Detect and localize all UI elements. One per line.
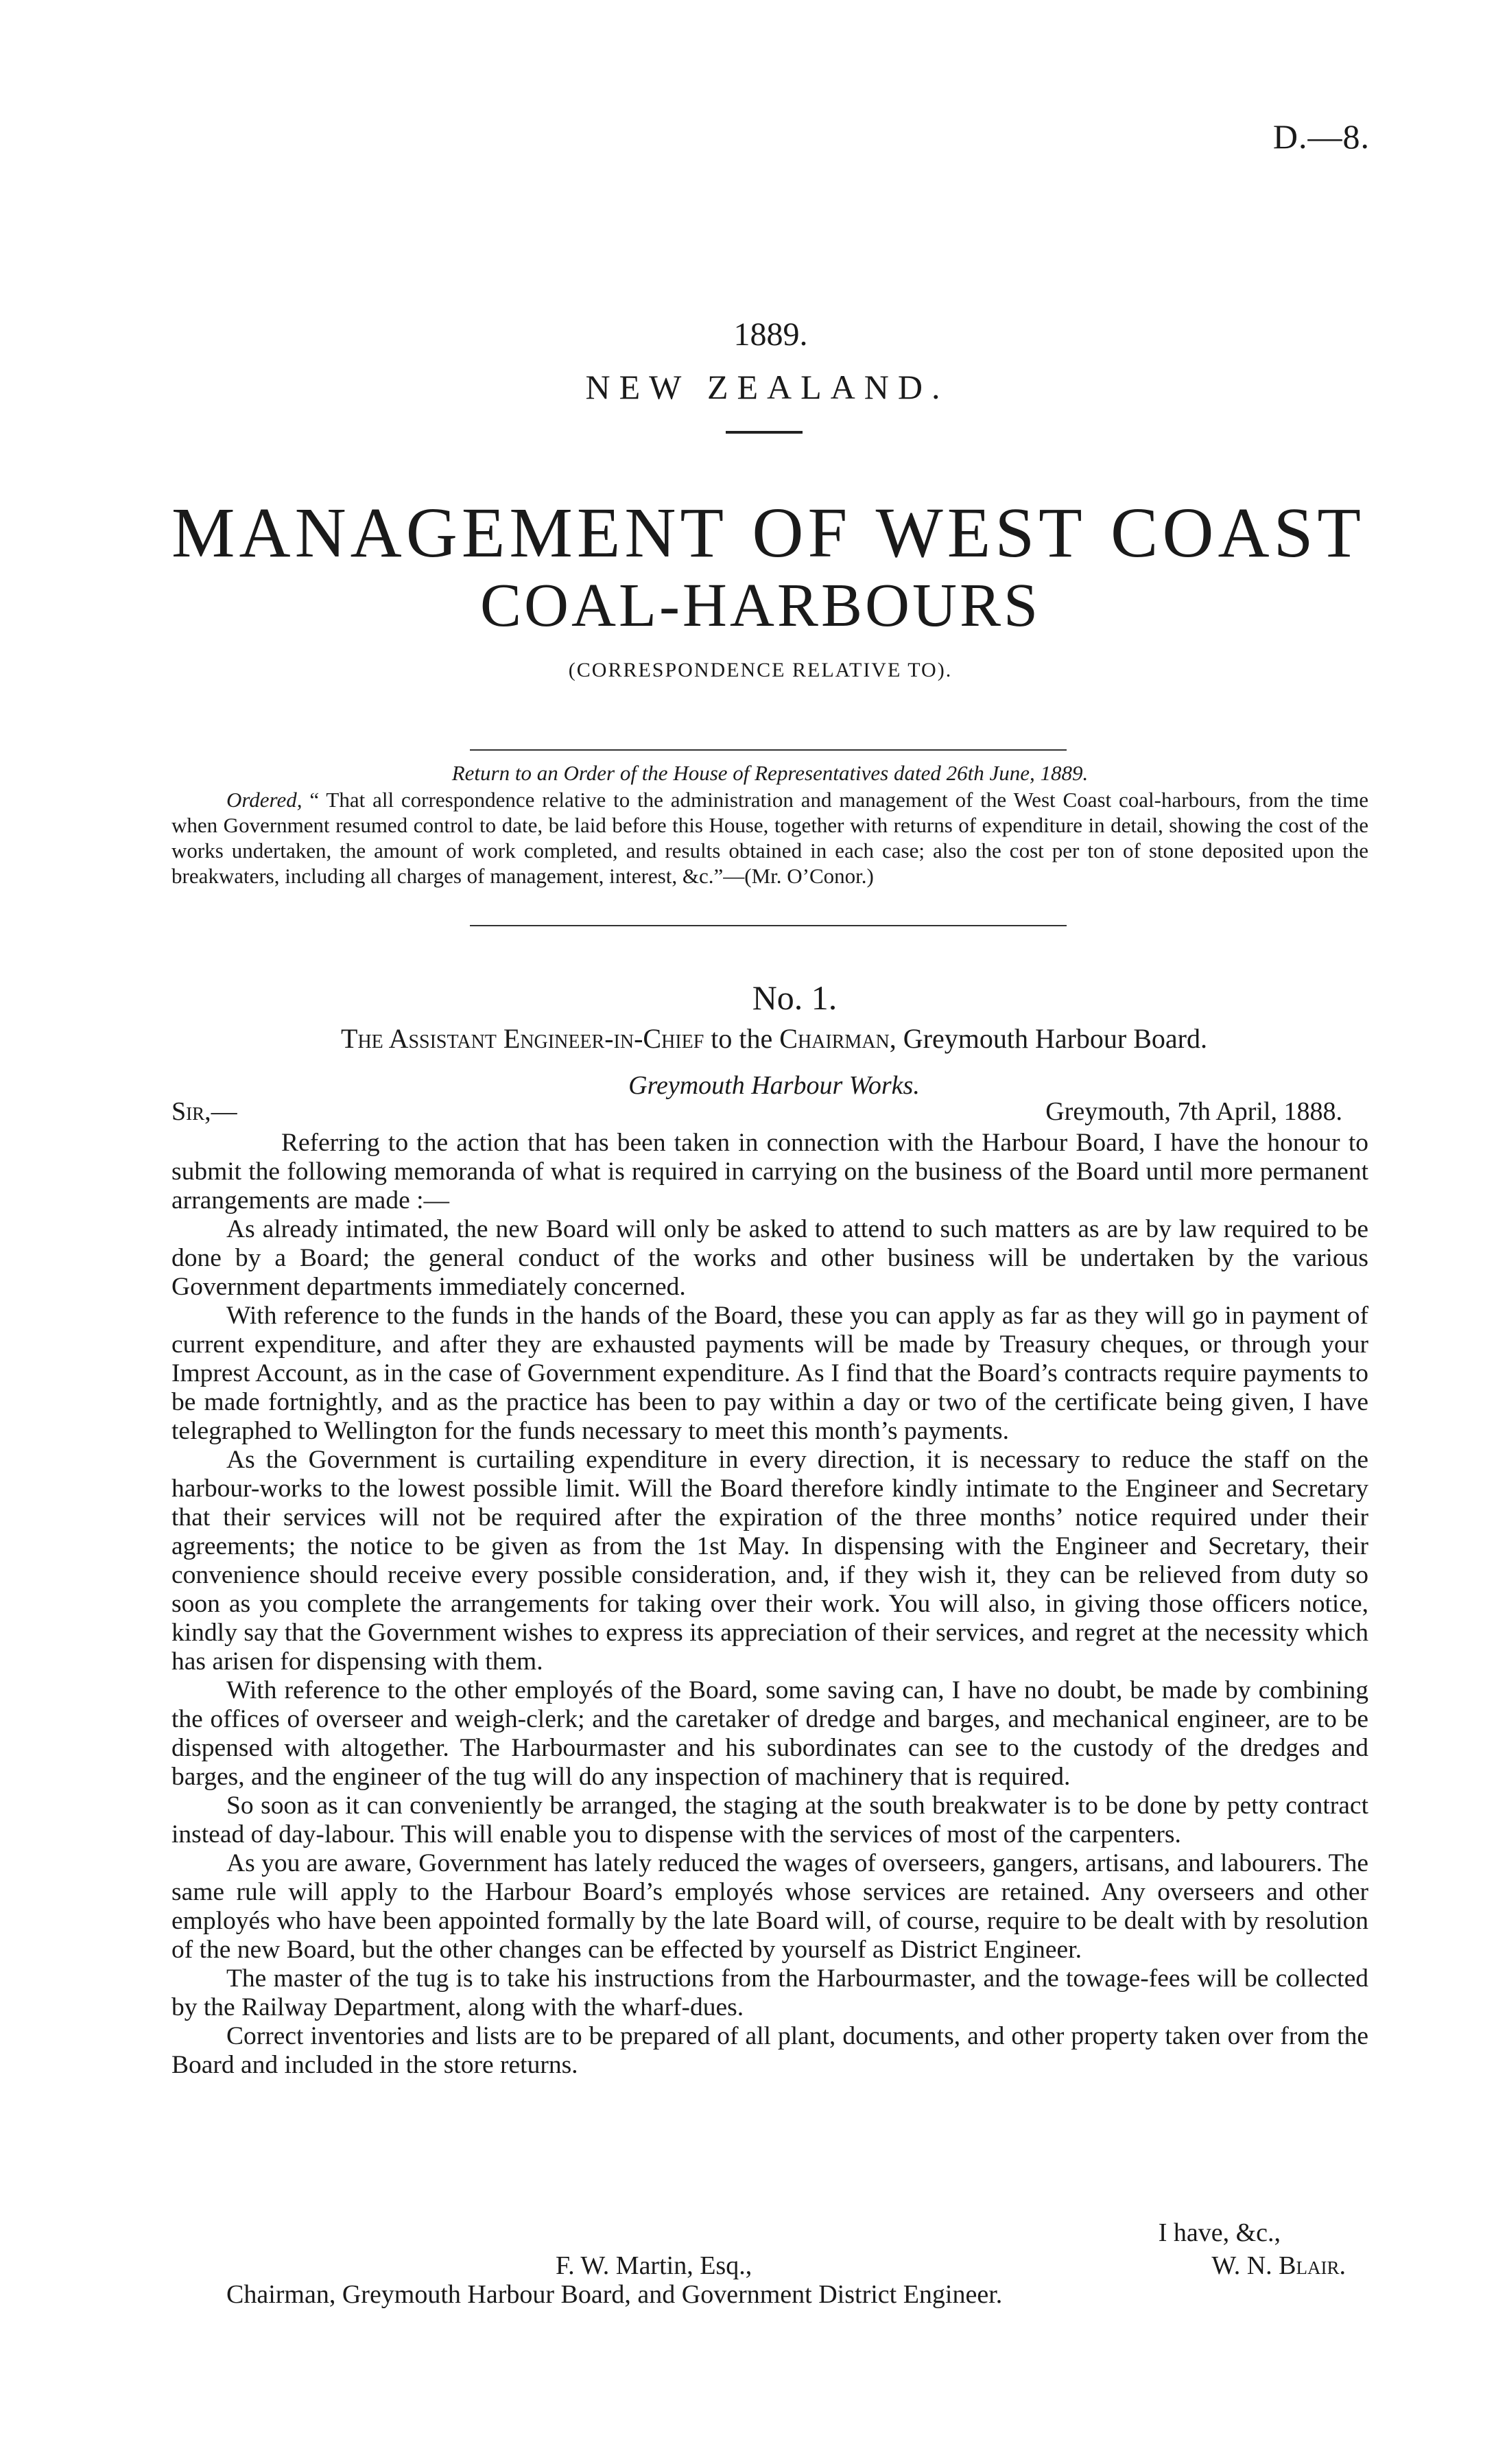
title-word: COAST xyxy=(1111,493,1365,572)
signatory: W. N. Blair. xyxy=(1211,2251,1346,2280)
order-heading: Return to an Order of the House of Representatives dated 26th June, 1889. xyxy=(451,761,1089,785)
salutation: Sir,— xyxy=(171,1097,237,1126)
addressee: F. W. Martin, Esq., xyxy=(556,2251,752,2280)
routing-connector: to the xyxy=(704,1023,780,1054)
routing-to: Chairman xyxy=(779,1023,890,1054)
date-line: Greymouth, 7th April, 1888. xyxy=(1045,1097,1342,1126)
divider-rule xyxy=(470,925,1067,926)
order-body: “ That all correspondence relative to the administration and management of the West Coast coal-harbours, from the time when Government resumed control to date, be laid before this House, together with returns of expenditure in detail, showing the cost of the works undertaken, the amount of work completed, and results obtained in each case; also the cost per ton of stone deposited upon the breakwaters, including all charges of management, interest, &c.”—(Mr. O’Conor.) xyxy=(171,788,1368,888)
order-block xyxy=(171,760,1368,889)
country-heading: NEW ZEALAND. xyxy=(585,368,949,406)
routing-rest: , Greymouth Harbour Board. xyxy=(889,1023,1207,1054)
letter-routing xyxy=(0,1022,1507,1055)
letter-paragraph: As the Government is curtailing expenditure in every direction, it is necessary to reduce the staff on the harbour-works to the lowest possible limit. Will the Board therefore kindly intimate to the Engineer and Secretary that their services will not be required after the expiration of the three months’ notice required under their agreements; the notice to be given as from the 1st May. In dispensing with the Engineer and Secretary, their convenience should receive every possible consideration, and, if they wish it, they can be relieved from duty so soon as you complete the arrangements for taking over their work. You will also, in giving those officers notice, kindly say that the Government wishes to express its appreciation of their services, and regret at the necessity which has arisen for dispensing with them. xyxy=(171,1446,1368,1676)
letter-paragraph: The master of the tug is to take his instructions from the Harbourmaster, and the towage-fees will be collected by the Railway Department, along with the wharf-dues. xyxy=(171,1964,1368,2021)
subtitle: (CORRESPONDENCE RELATIVE TO). xyxy=(568,659,953,681)
addressee-title: Chairman, Greymouth Harbour Board, and Government District Engineer. xyxy=(226,2280,1003,2309)
letter-number: No. 1. xyxy=(752,978,838,1017)
place-heading: Greymouth Harbour Works. xyxy=(628,1071,920,1100)
letter-paragraph: Referring to the action that has been taken in connection with the Harbour Board, I have the honour to submit the following memoranda of what is required in carrying on the business of the Board until more permanent arrangements are made :— xyxy=(171,1129,1368,1215)
letter-paragraph: Correct inventories and lists are to be prepared of all plant, documents, and other property taken over from the Board and included in the store returns. xyxy=(171,2022,1368,2079)
title-word: WEST xyxy=(875,493,1087,572)
closing: I have, &c., xyxy=(1158,2218,1281,2247)
letter-paragraph: As already intimated, the new Board will only be asked to attend to such matters as are by law required to be done by a Board; the general conduct of the works and other business will be undertaken by the various Government departments immediately concerned. xyxy=(171,1215,1368,1301)
order-text xyxy=(171,787,1368,889)
divider-rule xyxy=(470,749,1067,751)
year: 1889. xyxy=(733,316,808,353)
title-line-1 xyxy=(171,493,1365,572)
title-word: OF xyxy=(752,493,852,572)
order-lead: Ordered, xyxy=(226,788,302,812)
letter-paragraph: With reference to the other employés of the Board, some saving can, I have no doubt, be made by combining the offices of overseer and weigh-clerk; and the caretaker of dredge and barges, and mechanical engineer, are to be dispensed with altogether. The Harbourmaster and his subordinates can see to the custody of the dredges and barges, and the engineer of the tug will do any inspection of machinery that is required. xyxy=(171,1676,1368,1791)
letter-body xyxy=(171,1129,1368,2080)
routing-from: The Assistant Engineer-in-Chief xyxy=(341,1023,704,1054)
title-line-2: COAL-HARBOURS xyxy=(479,572,1041,640)
short-rule xyxy=(726,431,803,434)
title-word: MANAGEMENT xyxy=(171,493,728,572)
letter-paragraph: With reference to the funds in the hands of the Board, these you can apply as far as they will go in payment of current expenditure, and after they are exhausted payments will be made by Treasury cheques, or through your Imprest Account, as in the case of Government expenditure. As I find that the Board’s contracts require payments to be made fortnightly, and as the practice has been to pay within a day or two of the certificate being given, I have telegraphed to Wellington for the funds necessary to meet this month’s payments. xyxy=(171,1302,1368,1445)
letter-paragraph: So soon as it can conveniently be arranged, the staging at the south breakwater is to be done by petty contract instead of day-labour. This will enable you to dispense with the services of most of the carpenters. xyxy=(171,1792,1368,1849)
letter-paragraph: As you are aware, Government has lately reduced the wages of overseers, gangers, artisans, and labourers. The same rule will apply to the Harbour Board’s employés whose services are retained. Any overseers and other employés who have been appointed formally by the late Board will, of course, require to be dealt with by resolution of the new Board, but the other changes can be effected by yourself as District Engineer. xyxy=(171,1849,1368,1964)
page-reference: D.—8. xyxy=(1272,117,1370,156)
